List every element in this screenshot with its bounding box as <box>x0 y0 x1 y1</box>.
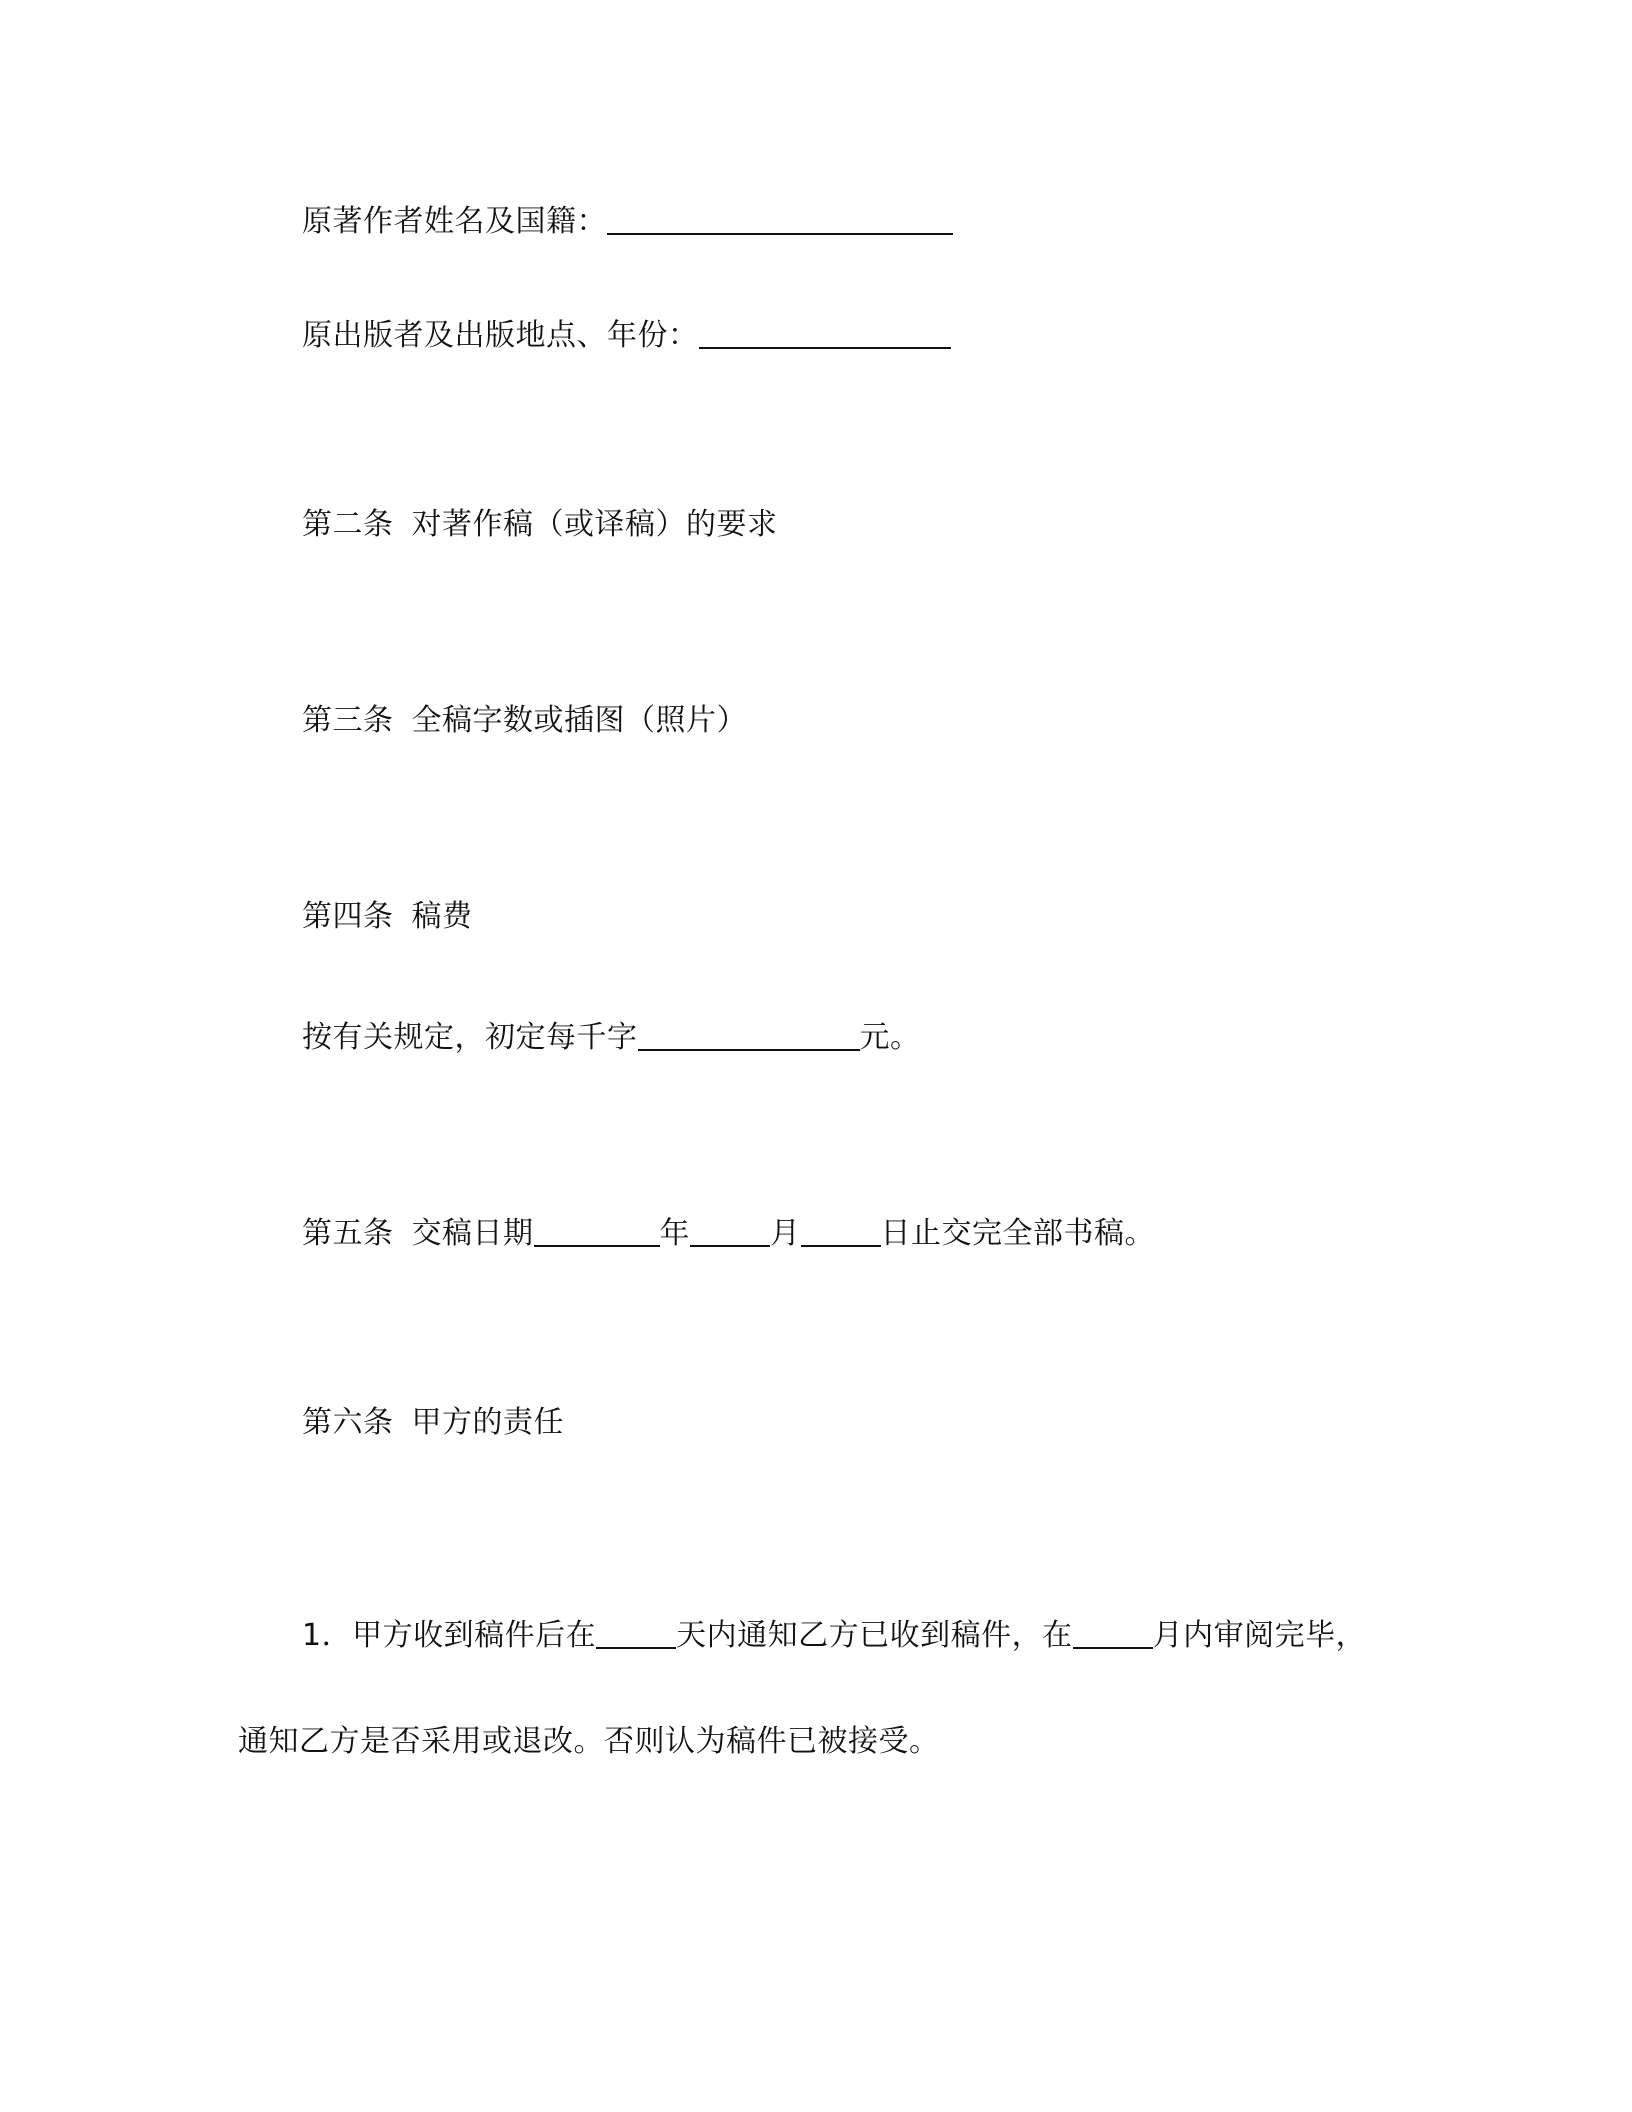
publisher-label: 原出版者及出版地点、年份： <box>302 318 699 353</box>
year-blank <box>534 1211 660 1247</box>
author-line <box>302 195 953 242</box>
day-blank <box>801 1211 881 1247</box>
article-6-number: 第六条 <box>302 1405 394 1440</box>
days-blank <box>596 1613 676 1649</box>
fee-line <box>302 1011 921 1058</box>
article-2-number: 第二条 <box>302 507 394 542</box>
article-3-number: 第三条 <box>302 703 394 738</box>
item-1-mid: 天内通知乙方已收到稿件，在 <box>676 1618 1073 1653</box>
year-label: 年 <box>659 1216 690 1251</box>
article-5-line <box>302 1207 1155 1254</box>
article-4-heading <box>302 897 473 937</box>
fee-prefix: 按有关规定，初定每千字 <box>302 1020 638 1055</box>
article-6-title: 甲方的责任 <box>411 1405 564 1440</box>
author-label: 原著作者姓名及国籍： <box>302 204 607 239</box>
months-blank <box>1073 1613 1153 1649</box>
article-4-number: 第四条 <box>302 899 394 934</box>
item-1-continuation <box>238 1722 940 1762</box>
month-blank <box>690 1211 770 1247</box>
item-1-prefix: 1．甲方收到稿件后在 <box>302 1618 597 1653</box>
article-4-title: 稿费 <box>411 899 473 934</box>
item-1-cont-text: 通知乙方是否采用或退改。否则认为稿件已被接受。 <box>238 1724 940 1759</box>
author-blank <box>607 199 953 235</box>
publisher-blank <box>699 313 951 349</box>
publisher-line <box>302 309 951 356</box>
fee-blank <box>638 1015 860 1051</box>
fee-suffix: 元。 <box>859 1020 921 1055</box>
month-label: 月 <box>770 1216 801 1251</box>
item-1-line <box>302 1609 1366 1656</box>
article-2-heading <box>302 505 778 545</box>
item-1-suffix: 月内审阅完毕， <box>1152 1618 1367 1653</box>
article-3-heading <box>302 701 747 741</box>
article-3-title: 全稿字数或插图（照片） <box>411 703 747 738</box>
article-5-prefix: 交稿日期 <box>411 1216 534 1251</box>
article-2-title: 对著作稿（或译稿）的要求 <box>411 507 778 542</box>
article-6-heading <box>302 1403 564 1443</box>
article-5-number: 第五条 <box>302 1216 394 1251</box>
article-5-suffix: 日止交完全部书稿。 <box>880 1216 1155 1251</box>
